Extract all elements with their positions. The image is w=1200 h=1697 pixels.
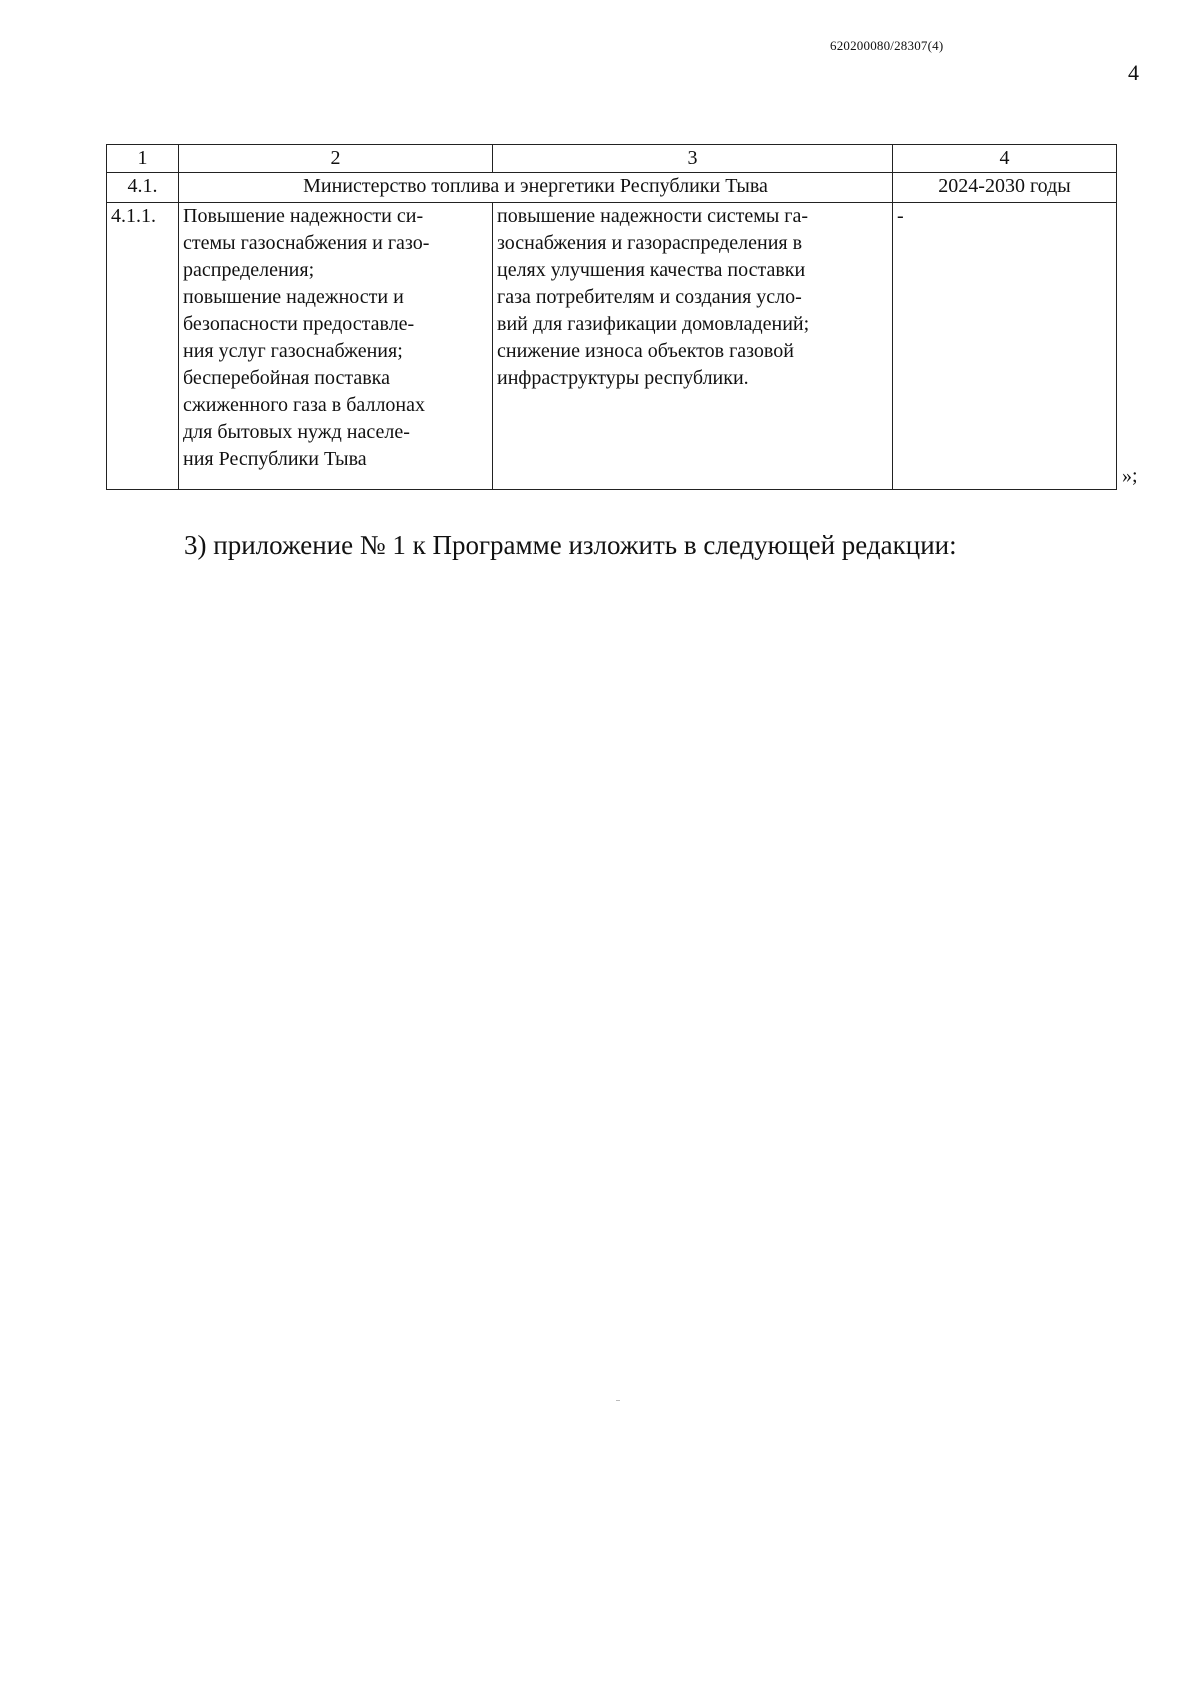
document-code: 620200080/28307(4) xyxy=(830,38,944,53)
scan-speck xyxy=(616,1400,620,1401)
result-line: зоснабжения и газораспределения в xyxy=(497,232,803,254)
task-line: для бытовых нужд населе- xyxy=(183,421,410,443)
task-line: бесперебойная поставка xyxy=(183,367,390,389)
column-header-3: 3 xyxy=(493,145,893,173)
item-row xyxy=(107,203,1117,490)
task-line: распределения; xyxy=(183,259,315,281)
item-number: 4.1.1. xyxy=(107,203,179,490)
task-line: Повышение надежности си- xyxy=(183,205,424,227)
result-line: целях улучшения качества поставки xyxy=(497,259,806,281)
result-line: снижение износа объектов газовой xyxy=(497,340,794,362)
page-number: 4 xyxy=(1128,60,1139,85)
column-header-1: 1 xyxy=(107,145,179,173)
item-link: - xyxy=(893,203,1117,490)
column-header-4: 4 xyxy=(893,145,1117,173)
section-title: Министерство топлива и энергетики Республики Тыва xyxy=(179,173,893,203)
result-line: газа потребителям и создания усло- xyxy=(497,286,802,308)
result-line: повышение надежности системы га- xyxy=(497,205,809,227)
task-line: безопасности предоставле- xyxy=(183,313,415,335)
column-number-row xyxy=(107,145,1117,173)
column-header-2: 2 xyxy=(179,145,493,173)
task-line: сжиженного газа в баллонах xyxy=(183,394,426,416)
task-line: ния Республики Тыва xyxy=(183,448,367,470)
task-line: стемы газоснабжения и газо- xyxy=(183,232,430,254)
section-period: 2024-2030 годы xyxy=(893,173,1117,203)
task-line: ния услуг газоснабжения; xyxy=(183,340,403,362)
item-tasks xyxy=(179,203,493,490)
result-line: вий для газификации домовладений; xyxy=(497,313,810,335)
section-number: 4.1. xyxy=(107,173,179,203)
item-results xyxy=(493,203,893,490)
section-row xyxy=(107,173,1117,203)
task-line: повышение надежности и xyxy=(183,286,404,308)
instruction-paragraph: 3) приложение № 1 к Программе изложить в следующей редакции: xyxy=(184,530,957,560)
result-line: инфраструктуры республики. xyxy=(497,367,749,389)
program-table xyxy=(106,144,1117,490)
closing-quote: »; xyxy=(1122,465,1138,487)
